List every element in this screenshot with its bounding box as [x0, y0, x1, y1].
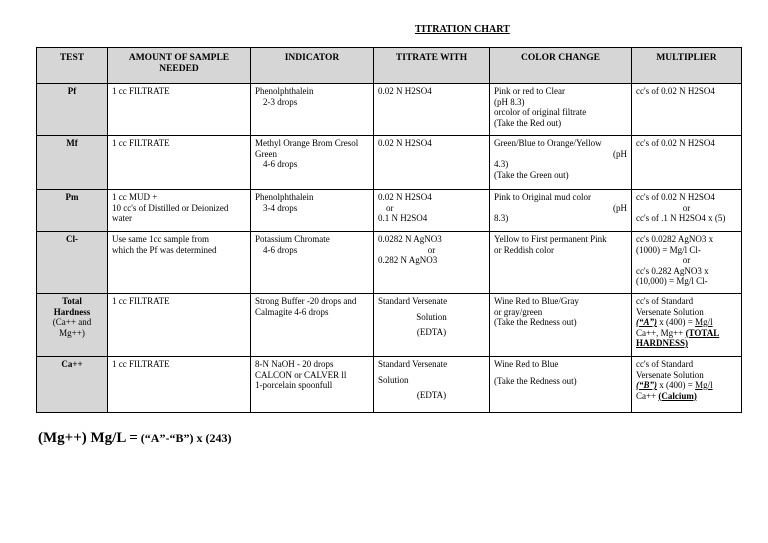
- color-change-cell: [490, 357, 632, 413]
- multiplier-part: Ca++: [636, 390, 657, 401]
- multiplier-part: Mg/l: [695, 380, 713, 390]
- multiplier-line: Versenate Solution: [636, 369, 704, 380]
- table-row: [37, 357, 742, 413]
- color-line: Pink or red to Clear: [494, 86, 565, 96]
- header-multiplier: MULTIPLIER: [632, 48, 742, 84]
- titrate-cell: 0.02 N H2SO4: [374, 136, 490, 190]
- color-line: Wine Red to Blue: [494, 359, 559, 369]
- test-line: (Ca++ and Mg++): [52, 317, 92, 338]
- titrate-line: 0.1 N H2SO4: [378, 213, 428, 223]
- indicator-cell: [251, 232, 374, 294]
- color-change-cell: [490, 84, 632, 136]
- titrate-cell: [374, 294, 490, 357]
- header-color-change: COLOR CHANGE: [490, 48, 632, 84]
- indicator-line: 4-6 drops: [263, 159, 298, 169]
- multiplier-line: cc's of 0.02 N H2SO4: [636, 192, 715, 202]
- indicator-line: 3-4 drops: [263, 202, 298, 213]
- color-line: (pH 8.3): [494, 96, 525, 107]
- page-title: TITRATION CHART: [415, 24, 510, 35]
- titrate-cell: 0.02 N H2SO4: [374, 84, 490, 136]
- color-line: or Reddish color: [494, 244, 554, 255]
- sample-line: Use same 1cc sample from: [112, 234, 209, 244]
- color-line: 8.3): [494, 213, 509, 223]
- magnesium-formula: [38, 430, 231, 447]
- test-pm: Pm: [37, 190, 108, 232]
- multiplier-part: Ca++, Mg++: [636, 327, 684, 338]
- color-line: or gray/green: [494, 306, 543, 317]
- titrate-cell: [374, 357, 490, 413]
- indicator-line: Methyl Orange Brom Cresol Green: [255, 138, 359, 159]
- color-line: Wine Red to Blue/Gray: [494, 296, 579, 306]
- multiplier-line: Versenate Solution: [636, 306, 704, 317]
- indicator-line: Strong Buffer -20 drops and: [255, 296, 357, 306]
- color-line: (pH: [613, 202, 627, 213]
- header-sample: AMOUNT OF SAMPLE NEEDED: [108, 48, 251, 84]
- test-cl: Cl-: [37, 232, 108, 294]
- multiplier-part: (TOTAL: [685, 327, 720, 338]
- color-change-cell: [490, 232, 632, 294]
- titrate-line: 0.282 N AgNO3: [378, 255, 438, 265]
- sample-cell: [108, 232, 251, 294]
- indicator-line: Calmagite 4-6 drops: [255, 306, 329, 317]
- table-header-row: [37, 48, 742, 84]
- test-line: Hardness: [53, 306, 91, 317]
- color-line: (Take the Red out): [494, 117, 562, 128]
- multiplier-cell: [632, 190, 742, 232]
- color-line: (pH: [613, 148, 627, 159]
- titrate-line: (EDTA): [416, 390, 447, 400]
- multiplier-cell: [632, 232, 742, 294]
- multiplier-cell: [632, 357, 742, 413]
- header-titrate: TITRATE WITH: [374, 48, 490, 84]
- table-row: [37, 232, 742, 294]
- color-line: Green/Blue to Orange/Yellow: [494, 138, 602, 148]
- sample-cell: 1 cc FILTRATE: [108, 357, 251, 413]
- formula-lhs: (Mg++) Mg/L =: [38, 430, 138, 446]
- titrate-cell: [374, 232, 490, 294]
- color-line: 4.3): [494, 159, 509, 169]
- titration-table: [36, 47, 742, 413]
- multiplier-line: (10,000) = Mg/l Cl-: [636, 276, 708, 286]
- color-line: (Take the Redness out): [494, 317, 577, 327]
- test-ca: Ca++: [37, 357, 108, 413]
- titrate-cell: [374, 190, 490, 232]
- multiplier-cell: [632, 294, 742, 357]
- indicator-line: 4-6 drops: [263, 244, 298, 255]
- color-line: (Take the Redness out): [494, 375, 577, 386]
- multiplier-line: cc's 0.282 AgNO3 x: [636, 265, 709, 276]
- multiplier-cell: cc's of 0.02 N H2SO4: [632, 136, 742, 190]
- color-line: (Take the Green out): [494, 169, 569, 180]
- multiplier-line: cc's 0.0282 AgNO3 x: [636, 234, 714, 244]
- multiplier-line: or: [682, 255, 691, 265]
- titrate-line: Standard Versenate: [378, 296, 448, 306]
- indicator-line: CALCON or CALVER ll: [255, 369, 347, 380]
- indicator-cell: [251, 357, 374, 413]
- sample-cell: 1 cc FILTRATE: [108, 84, 251, 136]
- multiplier-line: or: [682, 202, 691, 213]
- color-change-cell: [490, 294, 632, 357]
- test-total-hardness: [37, 294, 108, 357]
- titrate-line: or: [386, 202, 394, 213]
- header-indicator: INDICATOR: [251, 48, 374, 84]
- table-row: [37, 84, 742, 136]
- header-test: TEST: [37, 48, 108, 84]
- titrate-line: 0.0282 N AgNO3: [378, 234, 442, 244]
- multiplier-cell: cc's of 0.02 N H2SO4: [632, 84, 742, 136]
- table-row: [37, 190, 742, 232]
- test-pf: Pf: [37, 84, 108, 136]
- multiplier-part: Mg/l: [695, 317, 713, 327]
- multiplier-part: x (400) =: [659, 380, 693, 390]
- sample-cell: [108, 190, 251, 232]
- variable-b: (“B”): [636, 380, 657, 390]
- multiplier-part: x (400) =: [659, 317, 693, 327]
- color-line: Yellow to First permanent Pink: [494, 234, 607, 244]
- sample-line: which the Pf was determined: [112, 244, 217, 255]
- sample-cell: 1 cc FILTRATE: [108, 294, 251, 357]
- titrate-line: or: [427, 244, 436, 255]
- sample-cell: 1 cc FILTRATE: [108, 136, 251, 190]
- titrate-line: (EDTA): [416, 327, 447, 337]
- titrate-line: Solution: [416, 311, 447, 322]
- test-mf: Mf: [37, 136, 108, 190]
- indicator-line: 2-3 drops: [263, 96, 298, 107]
- color-change-cell: [490, 136, 632, 190]
- indicator-cell: [251, 136, 374, 190]
- multiplier-line: HARDNESS): [636, 338, 689, 348]
- indicator-cell: [251, 294, 374, 357]
- multiplier-part: (Calcium): [658, 390, 697, 401]
- multiplier-line: cc's of .1 N H2SO4 x (5): [636, 213, 726, 223]
- sample-line: 1 cc MUD +: [112, 192, 158, 202]
- sample-line: 10 cc's of Distilled or Deionized water: [112, 202, 229, 223]
- indicator-line: 8-N NaOH - 20 drops: [255, 359, 334, 369]
- indicator-line: Phenolphthalein: [255, 192, 314, 202]
- titrate-line: 0.02 N H2SO4: [378, 192, 432, 202]
- indicator-cell: [251, 190, 374, 232]
- variable-a: (“A”): [636, 317, 657, 327]
- table-row: [37, 294, 742, 357]
- formula-rhs: (“A”-“B”) x (243): [140, 431, 232, 445]
- multiplier-line: (1000) = Mg/l Cl-: [636, 244, 701, 255]
- color-line: Pink to Original mud color: [494, 192, 591, 202]
- color-line: orcolor of original filtrate: [494, 107, 587, 117]
- indicator-cell: [251, 84, 374, 136]
- test-line: Total: [62, 296, 82, 306]
- table-row: [37, 136, 742, 190]
- indicator-line: Potassium Chromate: [255, 234, 330, 244]
- color-change-cell: [490, 190, 632, 232]
- multiplier-line: cc's of Standard: [636, 296, 694, 306]
- titrate-line: Standard Versenate: [378, 359, 448, 369]
- titrate-line: Solution: [378, 374, 409, 385]
- indicator-line: Phenolphthalein: [255, 86, 314, 96]
- multiplier-line: cc's of Standard: [636, 359, 694, 369]
- indicator-line: 1-porcelain spoonfull: [255, 380, 333, 390]
